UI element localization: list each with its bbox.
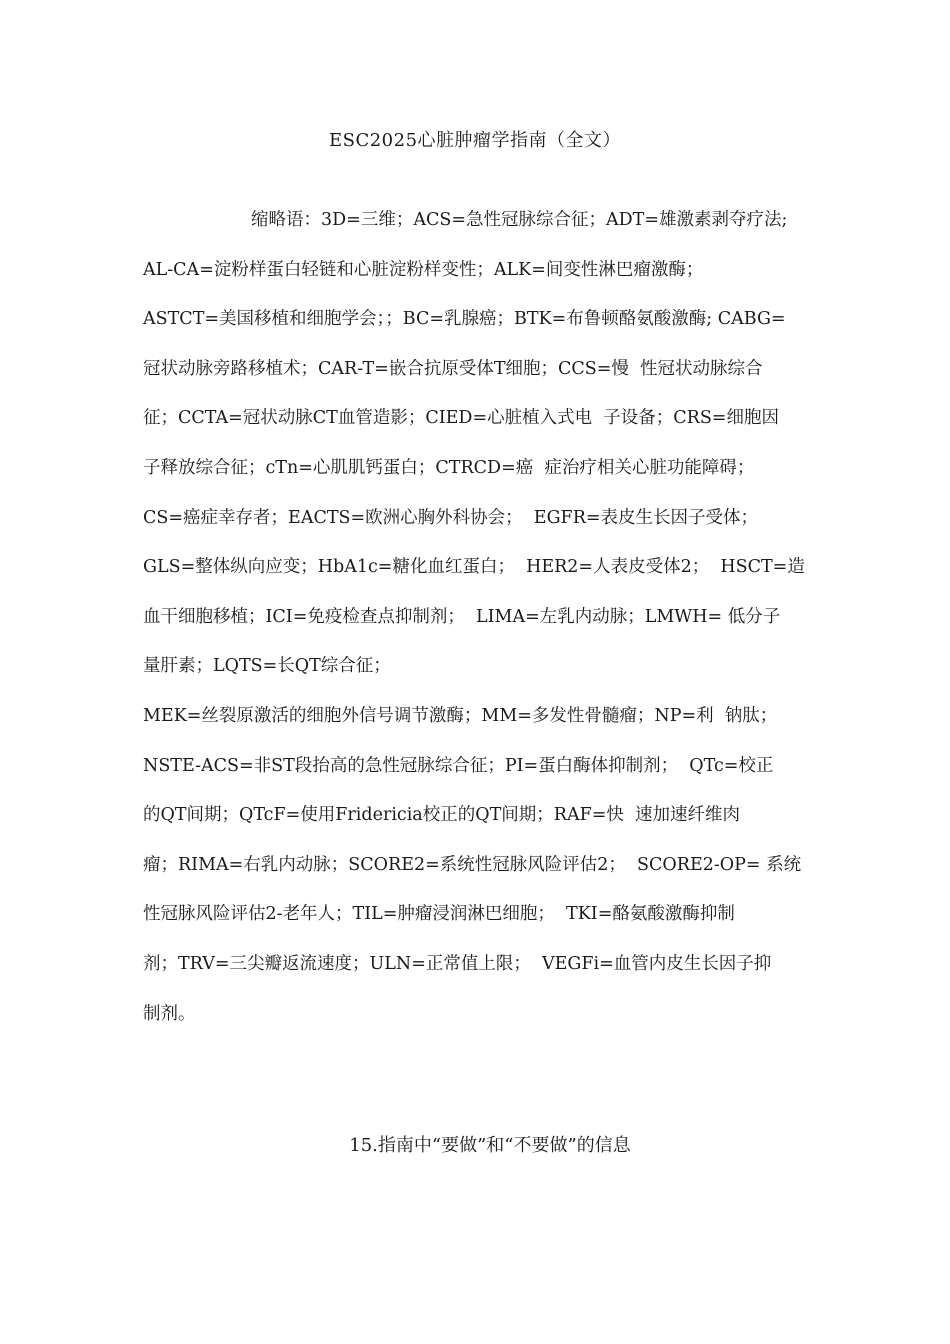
document-title: ESC2025心脏肿瘤学指南（全文） — [328, 130, 622, 151]
abbreviation-line: 性冠脉风险评估2-老年人；TIL=肿瘤浸润淋巴细胞； TKI=酪氨酸激酶抑制 — [143, 904, 735, 925]
abbreviation-line: AL-CA=淀粉样蛋白轻链和心脏淀粉样变性；ALK=间变性淋巴瘤激酶； — [143, 259, 704, 280]
abbreviations-paragraph — [143, 205, 833, 1048]
abbreviation-line: 血干细胞移植；ICI=免疫检查点抑制剂； LIMA=左乳内动脉；LMWH= 低分子 — [143, 606, 781, 627]
abbreviation-line: 冠状动脉旁路移植术；CAR-T=嵌合抗原受体T细胞；CCS=慢 性冠状动脉综合 — [143, 358, 763, 379]
abbreviation-line: 量肝素；LQTS=长QT综合征； — [143, 656, 391, 677]
abbreviation-line: 瘤；RIMA=右乳内动脉；SCORE2=系统性冠脉风险评估2； SCORE2-OP= 系统 — [143, 854, 802, 875]
abbreviation-line: CS=癌症幸存者；EACTS=欧洲心胸外科协会； EGFR=表皮生长因子受体； — [143, 507, 759, 528]
section-heading: 15.指南中“要做”和“不要做”的信息 — [349, 1135, 631, 1156]
abbreviation-line: NSTE-ACS=非ST段抬高的急性冠脉综合征；PI=蛋白酶体抑制剂； QTc=校正 — [143, 755, 774, 776]
abbreviation-line: MEK=丝裂原激活的细胞外信号调节激酶；MM=多发性骨髓瘤；NP=利 钠肽； — [143, 705, 778, 726]
abbreviation-line: 征；CCTA=冠状动脉CT血管造影；CIED=心脏植入式电 子设备；CRS=细胞因 — [143, 408, 779, 429]
abbreviation-line: 制剂。 — [143, 1003, 196, 1024]
abbreviation-line: 剂；TRV=三尖瓣返流速度；ULN=正常值上限； VEGFi=血管内皮生长因子抑 — [143, 953, 772, 974]
abbreviation-line: GLS=整体纵向应变；HbA1c=糖化血红蛋白； HER2=人表皮受体2； HSCT=造 — [143, 557, 805, 578]
abbreviation-line: ASTCT=美国移植和细胞学会；；BC=乳腺癌；BTK=布鲁顿酪氨酸激酶; CABG= — [143, 309, 786, 330]
abbreviation-line: 子释放综合征；cTn=心肌肌钙蛋白；CTRCD=癌 症治疗相关心脏功能障碍； — [143, 457, 755, 478]
abbreviation-line: 缩略语：3D=三维；ACS=急性冠脉综合征；ADT=雄激素剥夺疗法; — [251, 210, 788, 230]
abbreviation-line: 的QT间期；QTcF=使用Fridericia校正的QT间期；RAF=快 速加速纤维肉 — [143, 805, 741, 826]
